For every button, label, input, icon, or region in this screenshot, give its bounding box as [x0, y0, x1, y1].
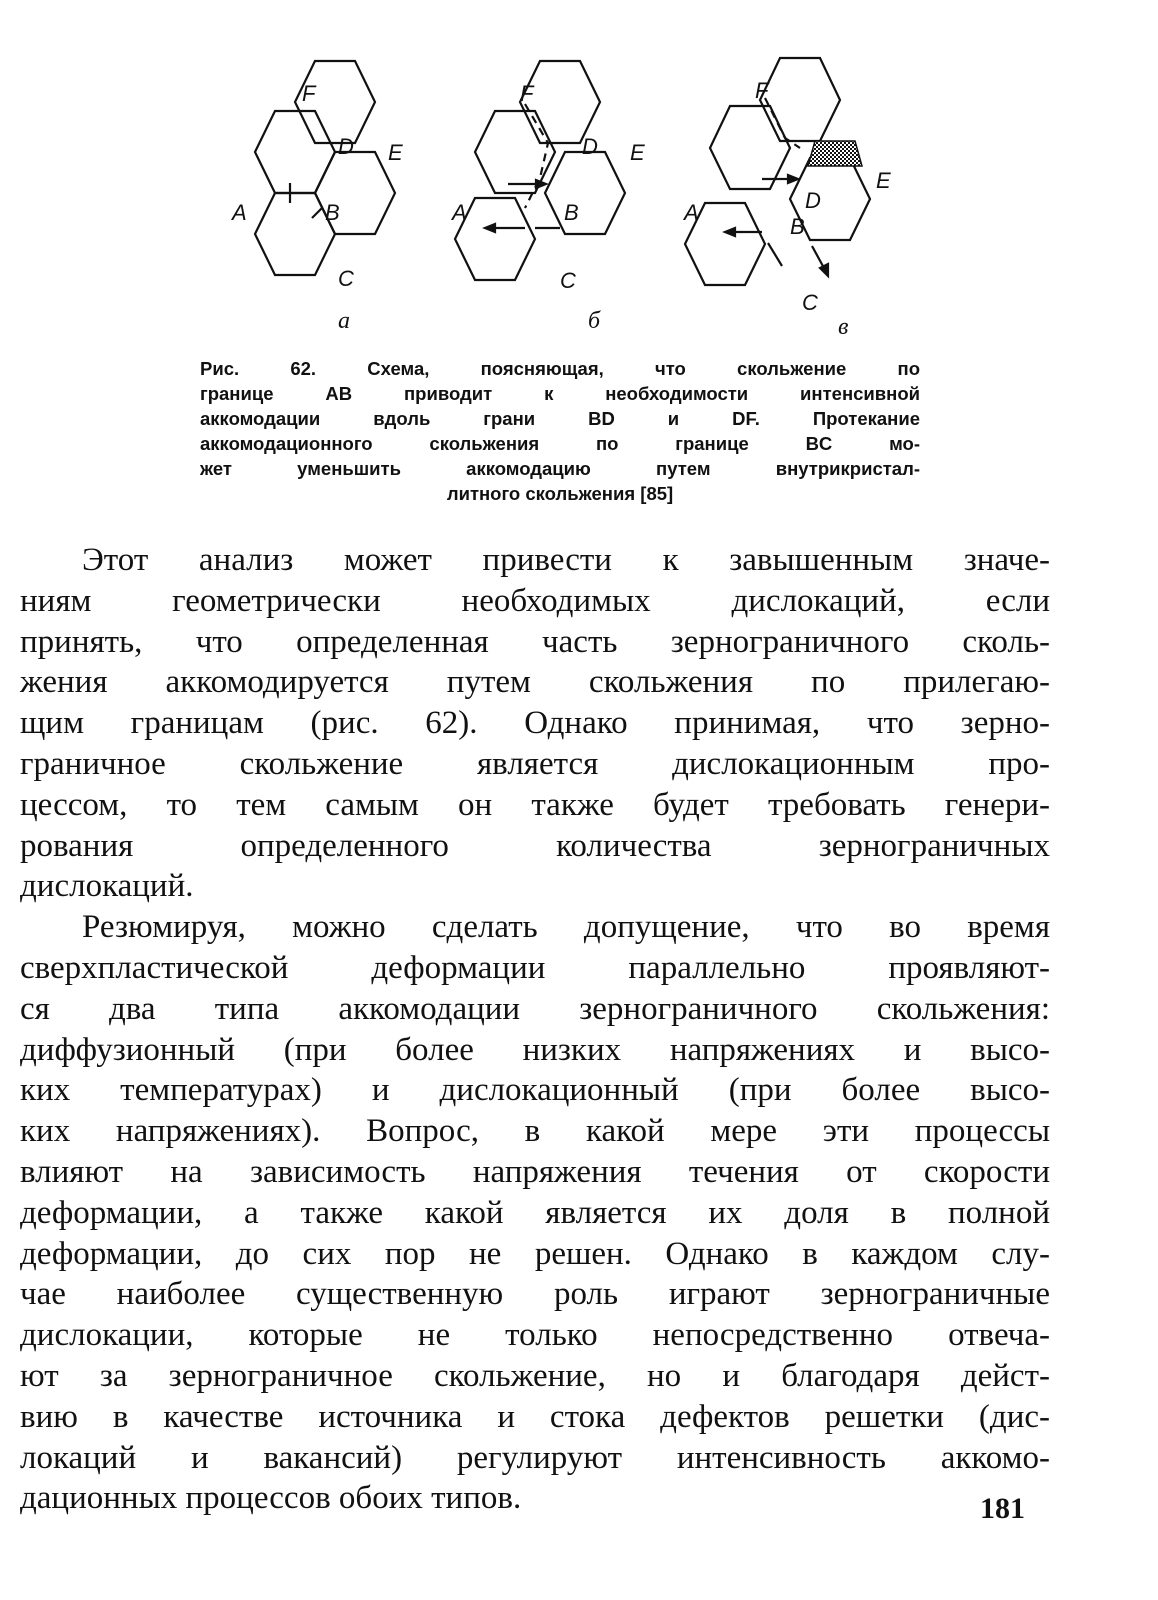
text-line: локаций и вакансий) регулируют интенсивность аккомо-: [20, 1439, 1050, 1476]
label-b-F: F: [520, 81, 534, 106]
text-line: ких напряжениях). Вопрос, в какой мере эти процессы: [20, 1113, 1050, 1150]
label-b-D: D: [582, 134, 598, 159]
label-c-D: D: [805, 188, 821, 213]
text-line: деформации, а также какой является их доля в полной: [20, 1194, 1050, 1231]
grain-bottom-left: [255, 193, 335, 275]
grain-top-left: [710, 106, 790, 189]
caption-line: литного скольжения [85]: [446, 483, 674, 504]
label-c-A: A: [684, 200, 699, 225]
sublabel-b: б: [588, 308, 601, 334]
caption-line: аккомодации вдоль грани BD и DF. Протекание: [200, 408, 920, 429]
grain-top-right: [760, 58, 840, 141]
text-line: чае наиболее существенную роль играют зернограничные: [20, 1276, 1050, 1313]
text-line: влияют на зависимость напряжения течения от скорости: [20, 1153, 1050, 1190]
text-line: щим границам (рис. 62). Однако принимая, что зерно-: [20, 705, 1050, 742]
caption-line: границе AB приводит к необходимости интенсивной: [200, 383, 920, 404]
label-c-F: F: [755, 78, 769, 103]
text-line: дислокации, которые не только непосредственно отвеча-: [20, 1317, 1050, 1354]
grain-bottom-left: [455, 198, 535, 280]
text-line: дислокаций.: [20, 868, 194, 905]
arrow-lower-head: [725, 228, 735, 236]
hexagon-grain-diagram: [190, 48, 910, 348]
label-b-C: C: [560, 268, 576, 293]
label-c-C: C: [802, 290, 818, 315]
text-line: Этот анализ может привести к завышенным значе-: [82, 542, 1050, 578]
text-line: ся два типа аккомодации зернограничного скольжения:: [20, 990, 1050, 1027]
label-c-E: E: [876, 168, 891, 193]
grain-top-left: [475, 111, 555, 193]
sublabel-a: а: [338, 308, 350, 334]
label-a-E: E: [388, 140, 403, 165]
panel-b: [455, 61, 625, 280]
paragraph-1: [20, 540, 1050, 907]
grain-right: [545, 152, 625, 234]
label-a-B: B: [325, 200, 340, 225]
caption-line: аккомодационного скольжения по границе BC мо-: [200, 433, 920, 454]
arrow-upper-head: [536, 180, 546, 188]
text-line: принять, что определенная часть зернограничного сколь-: [20, 623, 1050, 660]
caption-line: жет уменьшить аккомодацию путем внутрикристал-: [200, 458, 920, 479]
label-b-A: A: [452, 200, 467, 225]
arrow-lower-head: [485, 224, 495, 232]
label-a-C: C: [338, 266, 354, 291]
label-a-D: D: [338, 134, 354, 159]
label-c-B: B: [790, 214, 805, 239]
text-line: дационных процессов обоих типов.: [20, 1480, 522, 1517]
cavity-hatched: [808, 141, 862, 166]
label-a-A: A: [232, 200, 247, 225]
slip-marker-bc: [312, 208, 322, 218]
sublabel-c: в: [838, 314, 849, 340]
panel-c: [685, 58, 870, 285]
figure-caption: [200, 356, 920, 506]
text-line: ют за зернограничное скольжение, но и благодаря дейст-: [20, 1357, 1050, 1394]
text-line: сверхпластической деформации параллельно проявляют-: [20, 949, 1050, 986]
page-number: 181: [980, 1492, 1025, 1525]
figure-62: [190, 48, 910, 348]
arrow-diag-right: [812, 246, 824, 268]
text-line: граничное скольжение является дислокационным про-: [20, 745, 1050, 782]
text-line: деформации, до сих пор не решен. Однако в каждом слу-: [20, 1235, 1050, 1272]
label-b-B: B: [564, 200, 579, 225]
text-line: рования определенного количества зернограничных: [20, 827, 1050, 864]
body-text: [20, 540, 1050, 1519]
text-line: Резюмируя, можно сделать допущение, что во время: [82, 909, 1050, 946]
text-line: жения аккомодируется путем скольжения по прилегаю-: [20, 664, 1050, 701]
caption-line: Рис. 62. Схема, поясняющая, что скольжение по: [200, 358, 920, 379]
panel-a: [255, 61, 395, 275]
grain-top-left: [255, 111, 335, 193]
text-line: ких температурах) и дислокационный (при более высо-: [20, 1072, 1050, 1109]
text-line: цессом, то тем самым он также будет требовать генери-: [20, 786, 1050, 823]
arrow-diag-left: [768, 243, 782, 266]
label-b-E: E: [630, 140, 645, 165]
arrow-diag-right-head: [820, 264, 828, 276]
paragraph-2: [20, 907, 1050, 1519]
text-line: ниям геометрически необходимых дислокаций, если: [20, 582, 1050, 619]
text-line: диффузионный (при более низких напряжениях и высо-: [20, 1031, 1050, 1068]
text-line: вию в качестве источника и стока дефектов решетки (дис-: [20, 1398, 1050, 1435]
label-a-F: F: [302, 81, 316, 106]
arrow-upper-head: [788, 175, 798, 183]
